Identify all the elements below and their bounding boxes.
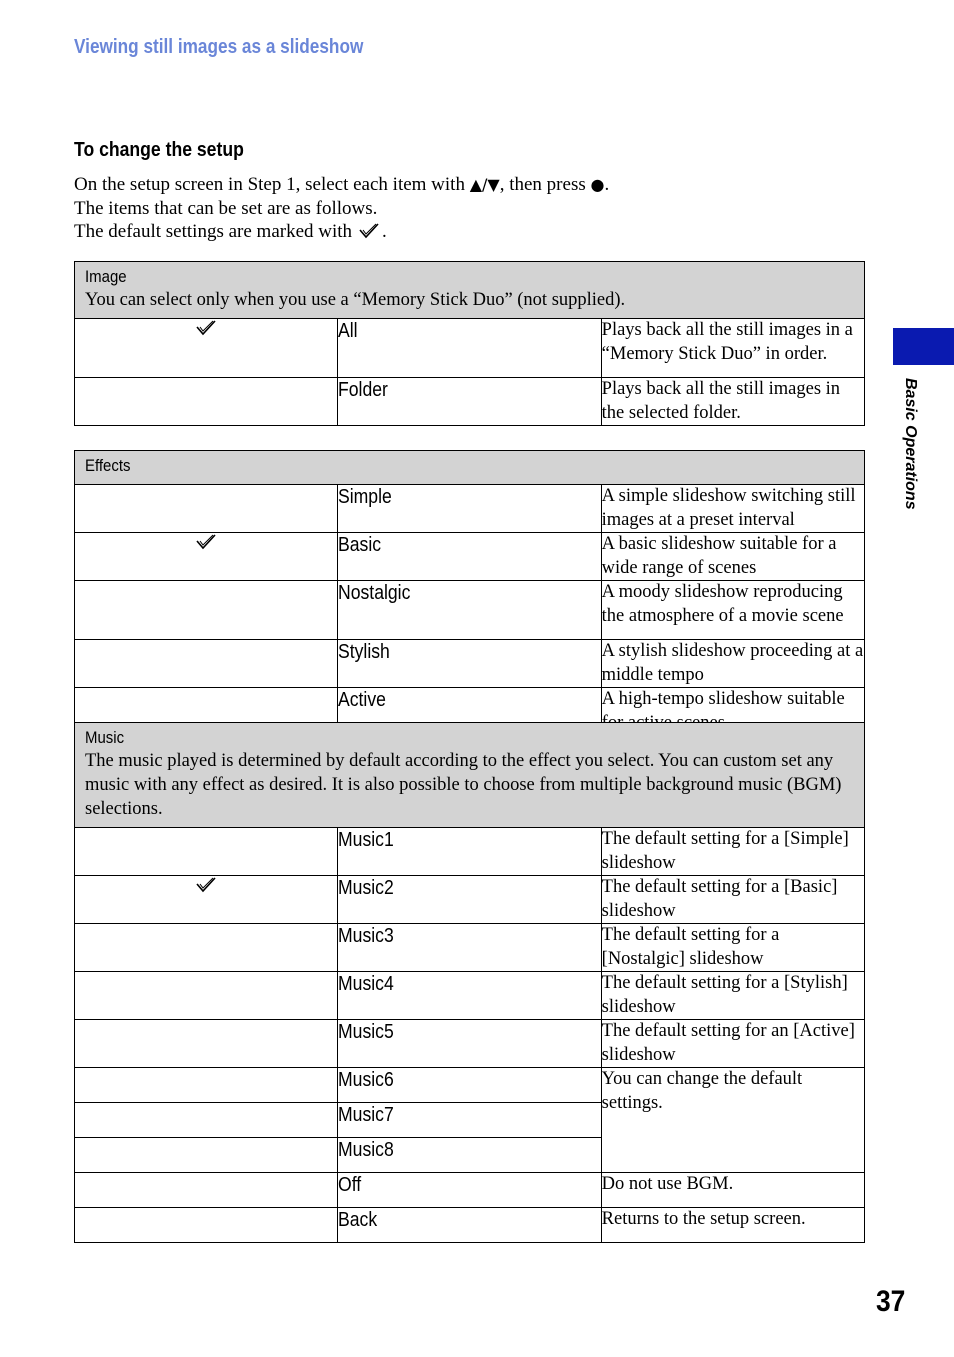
table-row xyxy=(75,319,865,378)
option-description: The default setting for an [Active] slideshow xyxy=(601,1020,864,1068)
option-label: Stylish xyxy=(338,641,391,663)
page-header-title: Viewing still images as a slideshow xyxy=(74,36,364,58)
table-row xyxy=(75,1208,865,1243)
effects-table-header xyxy=(75,451,865,485)
table-row xyxy=(75,1173,865,1208)
music-settings-table xyxy=(74,722,865,1243)
option-description: A moody slideshow reproducing the atmosphere of a movie scene xyxy=(601,581,864,640)
option-description: A stylish slideshow proceeding at a middle tempo xyxy=(601,640,864,688)
effects-table-title: Effects xyxy=(85,456,131,475)
default-marker-cell xyxy=(75,533,338,581)
checkmark-icon xyxy=(195,881,217,898)
table-row xyxy=(75,533,865,581)
option-label: All xyxy=(338,320,358,342)
section-heading: To change the setup xyxy=(74,139,244,161)
option-label: Music6 xyxy=(338,1069,395,1091)
section-tab-marker xyxy=(893,328,954,365)
option-description: A simple slideshow switching still images at a preset interval xyxy=(601,485,864,533)
table-row xyxy=(75,378,865,426)
image-table-header xyxy=(75,262,865,319)
intro-line-2: The items that can be set are as follows. xyxy=(74,197,378,219)
option-label: Folder xyxy=(338,379,389,401)
table-row xyxy=(75,485,865,533)
option-description: You can change the default settings. xyxy=(601,1068,864,1173)
page-number: 37 xyxy=(876,1285,906,1318)
option-label: Nostalgic xyxy=(338,582,411,604)
option-label: Basic xyxy=(338,534,382,556)
table-row xyxy=(75,581,865,640)
option-label: Back xyxy=(338,1209,378,1231)
option-description: A basic slideshow suitable for a wide range of scenes xyxy=(601,533,864,581)
option-label: Music3 xyxy=(338,925,395,947)
checkmark-icon xyxy=(358,222,380,247)
music-table-title: Music xyxy=(85,728,125,747)
intro-line-3: The default settings are marked with . xyxy=(74,220,609,247)
option-label: Music7 xyxy=(338,1104,395,1126)
option-description: The default setting for a [Basic] slideshow xyxy=(601,876,864,924)
image-table-description: You can select only when you use a “Memory Stick Duo” (not supplied). xyxy=(85,290,626,310)
option-label: Music1 xyxy=(338,829,395,851)
center-button-icon: ● xyxy=(590,175,605,194)
option-label: Off xyxy=(338,1174,362,1196)
table-row xyxy=(75,828,865,876)
up-down-arrows-icon: ▲/▼ xyxy=(469,175,500,194)
option-description: A high-tempo slideshow suitable xyxy=(601,688,864,736)
image-settings-table xyxy=(74,261,865,426)
music-table-description: The music played is determined by default according to the effect you select. You can custom set any music with any effect as desired. It is also possible to choose from multiple background music (BGM) selections. xyxy=(85,751,842,819)
option-description: The default setting for a [Stylish] slideshow xyxy=(601,972,864,1020)
table-row xyxy=(75,1020,865,1068)
option-label: Music8 xyxy=(338,1139,395,1161)
intro-line-1: On the setup screen in Step 1, select each item with ▲/▼, then press ●. xyxy=(74,174,610,195)
table-row xyxy=(75,876,865,924)
option-description: Plays back all the still images in a “Memory Stick Duo” in order. xyxy=(601,319,864,378)
table-row xyxy=(75,924,865,972)
checkmark-icon xyxy=(195,324,217,341)
table-row xyxy=(75,640,865,688)
music-table-header xyxy=(75,723,865,828)
option-description: The default setting for a [Nostalgic] slideshow xyxy=(601,924,864,972)
table-row xyxy=(75,972,865,1020)
option-description: Do not use BGM. xyxy=(601,1173,864,1208)
intro-text xyxy=(74,173,609,247)
option-description: Returns to the setup screen. xyxy=(601,1208,864,1243)
option-label: Simple xyxy=(338,486,393,508)
option-label: Active xyxy=(338,689,387,711)
default-marker-cell xyxy=(75,319,338,378)
checkmark-icon xyxy=(195,538,217,555)
table-row xyxy=(75,1068,865,1103)
section-side-label: Basic Operations xyxy=(902,378,919,510)
option-label: Music5 xyxy=(338,1021,395,1043)
option-description: Plays back all the still images in the selected folder. xyxy=(601,378,864,426)
option-label: Music4 xyxy=(338,973,395,995)
option-description: The default setting for a [Simple] slideshow xyxy=(601,828,864,876)
image-table-title: Image xyxy=(85,267,127,286)
default-marker-cell xyxy=(75,876,338,924)
option-label: Music2 xyxy=(338,877,395,899)
effects-settings-table xyxy=(74,450,865,736)
